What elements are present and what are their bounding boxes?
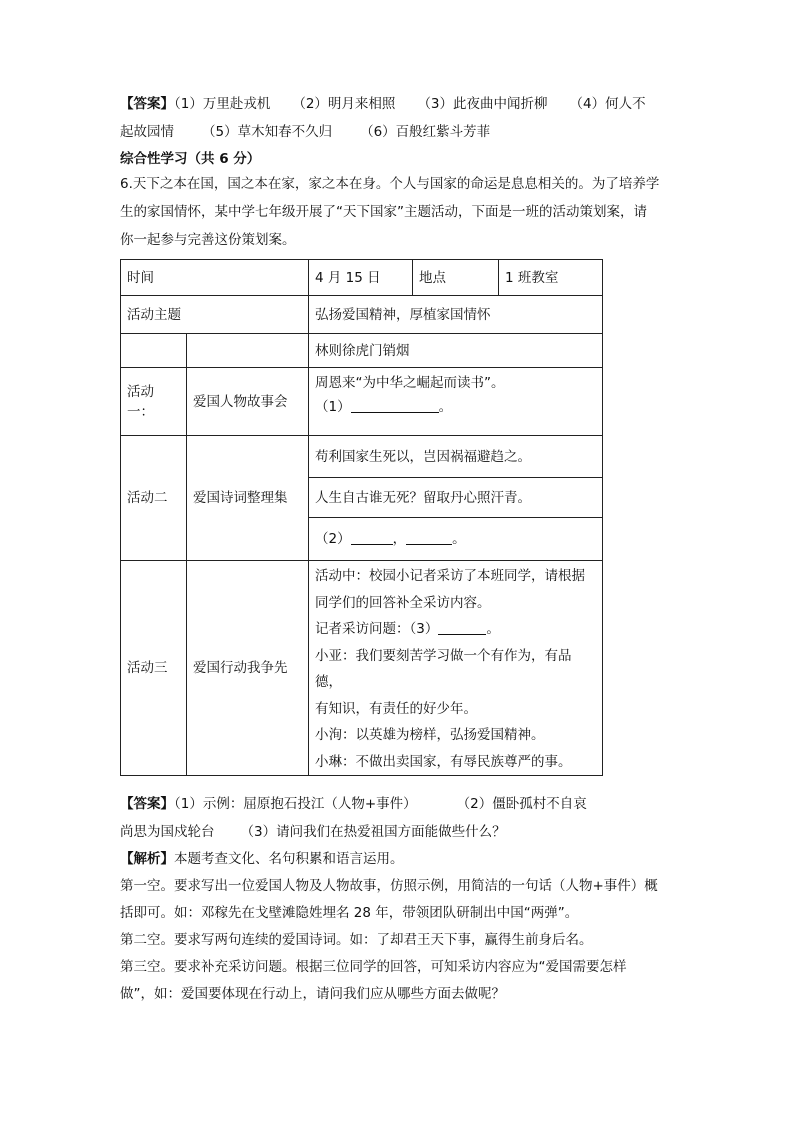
- content-line: 活动中：校园小记者采访了本班同学，请根据: [315, 568, 585, 584]
- content-line: 小洵：以英雄为榜样，弘扬爱国精神。: [315, 727, 545, 743]
- analysis-line: 第三空。要求补充采访问题。根据三位同学的回答，可知采访内容应为“爱国需要怎样: [120, 959, 627, 975]
- answer-item: 起故园情: [120, 124, 174, 140]
- answer-item: （4）何人不: [569, 96, 646, 112]
- interview-question-line: 记者采访问题：（3） 。: [315, 621, 500, 637]
- analysis-intro: [120, 849, 404, 869]
- place-label: 地点: [413, 260, 499, 296]
- empty-cell: [187, 334, 309, 368]
- time-label: 时间: [121, 260, 309, 296]
- empty-cell: [121, 334, 187, 368]
- analysis-tag: 【解析】: [120, 851, 174, 867]
- activity-plan-table: [120, 259, 603, 776]
- activity-3-name: 爱国行动我争先: [187, 561, 309, 776]
- question-line: 生的家国情怀，某中学七年级开展了“天下国家”主题活动，下面是一班的活动策划案，请: [120, 204, 647, 220]
- answer-item: （1）万里赴戎机: [174, 96, 271, 112]
- fill-blank-2b[interactable]: [406, 530, 452, 545]
- activity-1-label: 活动一：: [121, 368, 187, 436]
- story-text: 周恩来“为中华之崛起而读书”。: [315, 375, 505, 391]
- table-row: [121, 296, 603, 334]
- answer-part: （3）请问我们在热爱祖国方面能做些什么？: [240, 824, 506, 840]
- table-row: [121, 436, 603, 478]
- answer-part: （1）示例：屈原抱石投江（人物+事件）: [174, 796, 417, 812]
- activity-3-content: [309, 561, 603, 776]
- answer-2-line-2: [120, 822, 506, 842]
- question-line: 你一起参与完善这份策划案。: [120, 232, 296, 248]
- answer-item: （2）明月来相照: [292, 96, 396, 112]
- content-line: 同学们的回答补全采访内容。: [315, 594, 491, 611]
- activity-2-label: 活动二: [121, 436, 187, 561]
- content-line: 小亚：我们要刻苦学习做一个有作为，有品德，: [315, 647, 572, 690]
- analysis-line: 做”，如：爱国要体现在行动上，请问我们应从哪些方面去做呢？: [120, 986, 505, 1002]
- answer-item: （5）草木知春不久归: [202, 124, 333, 140]
- question-line: 6.天下之本在国，国之本在家，家之本在身。个人与国家的命运是息息相关的。为了培养学: [120, 176, 660, 192]
- analysis-line: 第一空。要求写出一位爱国人物及人物故事，仿照示例，用简洁的一句话（人物+事件）概: [120, 878, 658, 894]
- answer-part: 尚思为国戍轮台: [120, 824, 215, 840]
- activity-1-story-1: 林则徐虎门销烟: [309, 334, 603, 368]
- analysis-line: 括即可。如：邓稼先在戈壁滩隐姓埋名 28 年，带领团队研制出中国“两弹”。: [120, 905, 579, 921]
- fill-blank-1[interactable]: [351, 398, 439, 413]
- activity-2-poem-3: （2） ， 。: [309, 518, 603, 561]
- analysis-line: 第二空。要求写两句连续的爱国诗词。如：了却君王天下事，赢得生前身后名。: [120, 932, 593, 948]
- theme-value: 弘扬爱国精神，厚植家国情怀: [309, 296, 603, 334]
- activity-3-label: 活动三: [121, 561, 187, 776]
- answer-item: （3）此夜曲中闻折柳: [417, 96, 548, 112]
- answer-tag: 【答案】: [120, 96, 174, 112]
- table-row: [121, 561, 603, 776]
- answer-part: （2）僵卧孤村不自哀: [456, 796, 587, 812]
- answer-1-line-2: [120, 122, 490, 142]
- activity-2-poem-1: 苟利国家生死以，岂因祸福避趋之。: [309, 436, 603, 478]
- content-line: 小琳：不做出卖国家，有辱民族尊严的事。: [315, 753, 572, 770]
- answer-2-line-1: [120, 794, 587, 814]
- section-title: 综合性学习（共 6 分）: [120, 151, 261, 167]
- table-row: [121, 368, 603, 436]
- activity-2-poem-2: 人生自古谁无死？留取丹心照汗青。: [309, 478, 603, 518]
- fill-blank-3[interactable]: [438, 620, 486, 635]
- answer-1-line-1: [120, 94, 646, 114]
- answer-tag: 【答案】: [120, 796, 174, 812]
- answer-item: （6）百般红紫斗芳菲: [360, 124, 491, 140]
- table-row: [121, 334, 603, 368]
- analysis-text: 本题考查文化、名句积累和语言运用。: [174, 851, 404, 867]
- activity-1-story-2: [309, 368, 603, 436]
- activity-1-name: 爱国人物故事会: [187, 368, 309, 436]
- time-value: 4 月 15 日: [309, 260, 413, 296]
- place-value: 1 班教室: [499, 260, 603, 296]
- fill-blank-2a[interactable]: [351, 530, 393, 545]
- blank-line-1: （1） 。: [315, 399, 453, 415]
- activity-2-name: 爱国诗词整理集: [187, 436, 309, 561]
- theme-label: 活动主题: [121, 296, 309, 334]
- table-row: [121, 260, 603, 296]
- content-line: 有知识，有责任的好少年。: [315, 700, 477, 717]
